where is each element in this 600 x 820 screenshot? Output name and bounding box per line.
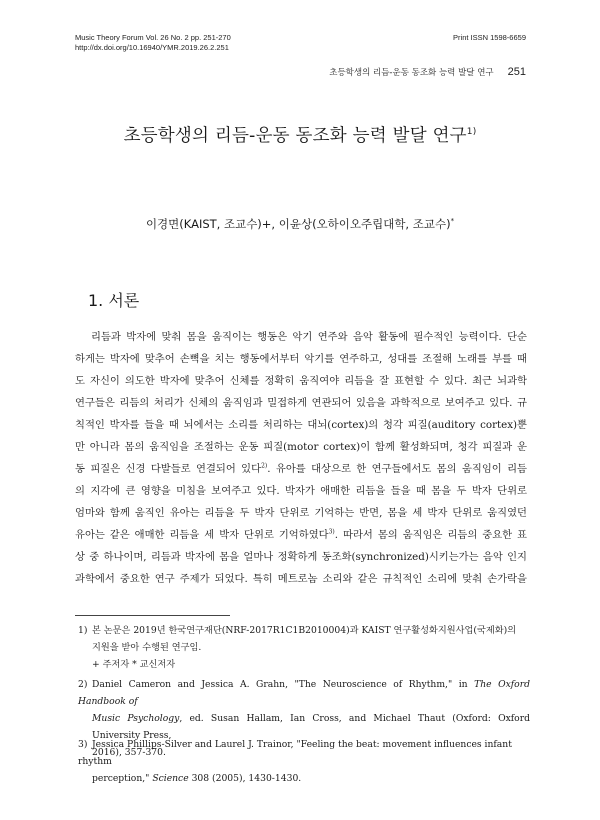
footnote-text: , ed. Susan Hallam, Ian Cross, and Michael Thaut (Oxford: Oxford University Press, [92,713,530,741]
footnote-text [78,770,530,787]
running-title: 초등학생의 리듬-운동 동조화 능력 발달 연구 [329,68,494,78]
body-line-tail: . 유아를 대상으로 한 연구들에서도 몸의 움직임이 리듬 [267,463,527,475]
footnote-ref-3[interactable]: 3) [328,528,335,536]
body-line-head: 동 피질은 신경 다발들로 연결되어 있다 [75,463,262,475]
footnote-text: 308 (2005), 1430-1430. [188,773,302,784]
journal-info [75,33,231,53]
paper-title [0,122,600,147]
page-number: 251 [507,66,526,78]
body-line [75,458,527,480]
issn: Print ISSN 1598-6659 [453,33,526,42]
body-line: 만 아니라 몸의 움직임을 조절하는 운동 피질(motor cortex)이 함께 활성화되며, 청각 피질과 운 [75,441,527,453]
body-line [75,524,527,546]
footnote-number: 2) [78,679,88,690]
book-title: The Oxford Handbook of [78,679,530,707]
body-line: 도 자신이 의도한 박자에 맞추어 신체를 정확히 움직여야 리듬을 잘 표현할 수 있다. 최근 뇌과학 [75,375,527,387]
footnote-1 [78,622,530,673]
authors [0,216,600,232]
journal-citation: Music Theory Forum Vol. 26 No. 2 pp. 251-270 [75,33,231,42]
body-line-tail: . 따라서 몸의 움직임은 리듬의 중요한 표 [334,529,527,541]
footnote-3 [78,736,530,787]
footnote-text: Jessica Phillips-Silver and Laurel J. Trainor, "Feeling the beat: movement influences infant rhythm [78,739,512,767]
footnote-divider [75,615,230,616]
body-text [75,326,527,590]
body-line: 의 지각에 큰 영향을 미침을 보여주고 있다. 박자가 애매한 리듬을 들을 때 몸을 두 박자 단위로 [75,485,527,497]
section-heading: 1. 서론 [88,291,140,310]
body-line: 리듬과 박자에 맞춰 몸을 움직이는 행동은 악기 연주와 음악 활동에 필수적인 능력이다. 단순 [91,331,527,343]
paper-title-text: 초등학생의 리듬-운동 동조화 능력 발달 연구 [123,126,467,146]
running-header [329,66,526,78]
footnote-text: 지원을 받아 수행된 연구임. [92,642,202,653]
footnote-text: 2016), 357-370. [92,747,166,758]
footnote-text: 본 논문은 2019년 한국연구재단(NRF-2017R1C1B2010004)과 KAIST 연구활성화지원사업(국제화)의 [92,625,517,636]
footnote-text: perception," [92,773,153,784]
footnote-text: Daniel Cameron and Jessica A. Grahn, "The Neuroscience of Rhythm," in [92,679,475,690]
body-line: 연구들은 리듬의 처리가 신체의 움직임과 밀접하게 연관되어 있음을 과학적으로 보여주고 있다. 규 [75,397,527,409]
body-line-head: 유아는 같은 애매한 리듬을 세 박자 단위로 기억하였다 [75,529,329,541]
book-title: Music Psychology [92,713,180,724]
body-line: 칙적인 박자를 들을 때 뇌에서는 소리를 처리하는 대뇌(cortex)의 청각 피질(auditory cortex)뿐 [75,419,527,431]
author-legend: + 주저자 * 교신저자 [92,659,176,670]
body-line: 상 중 하나이며, 리듬과 박자에 몸을 얼마나 정확하게 동조화(synchronized)시키는가는 음악 인지 [75,551,527,563]
footnote-number: 1) [78,625,88,636]
title-footnote-mark[interactable]: 1) [466,127,477,138]
body-line: 하게는 박자에 맞추어 손뼉을 치는 행동에서부터 악기를 연주하고, 성대를 조절해 노래를 부를 때 [75,353,527,365]
body-line: 엄마와 함께 움직인 유아는 리듬을 두 박자 단위로 기억하는 반면, 몸을 세 박자 단위로 움직였던 [75,507,527,519]
corresponding-mark: * [450,217,455,226]
footnote-ref-2[interactable]: 2) [261,462,268,470]
doi-link[interactable]: http://dx.doi.org/10.16940/YMR.2019.26.2.251 [75,43,229,52]
footnote-number: 3) [78,739,88,750]
body-line: 과학에서 중요한 연구 주제가 되었다. 특히 메트로놈 소리와 같은 규칙적인 소리에 맞춰 손가락을 [75,573,527,585]
authors-text: 이경면(KAIST, 조교수)+, 이윤상(오하이오주립대학, 조교수) [145,217,451,231]
journal-title: Science [152,773,189,784]
